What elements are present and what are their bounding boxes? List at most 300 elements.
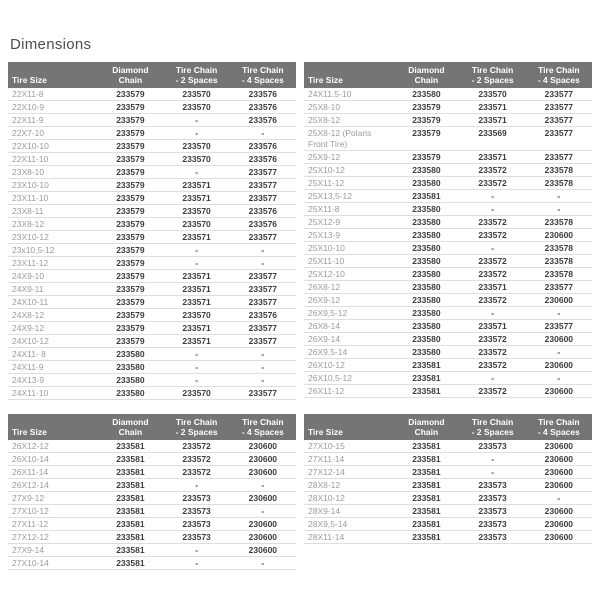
tables-grid	[8, 62, 592, 570]
part-number-cell: 233571	[182, 270, 211, 281]
part-number-cell: 233577	[248, 335, 278, 346]
table-row	[304, 281, 592, 294]
column-header-label-line2: Chain	[414, 427, 439, 437]
table-body	[8, 88, 296, 400]
part-number-cell: 233581	[116, 466, 145, 477]
part-number-cell: 233581	[412, 372, 441, 383]
part-number-cell: 233572	[182, 440, 211, 451]
table-row	[8, 166, 296, 179]
part-number-cell: 233577	[248, 322, 278, 333]
part-number-cell: 233581	[116, 453, 145, 464]
part-number-cell: 233579	[116, 153, 145, 164]
part-number-cell: 233580	[412, 307, 441, 318]
part-number-cell: 233579	[116, 283, 145, 294]
part-number-cell: 233577	[544, 151, 574, 162]
part-number-cell: 233572	[182, 466, 211, 477]
part-number-cell: -	[491, 307, 495, 318]
table-row	[8, 309, 296, 322]
part-number-cell: 233573	[478, 505, 507, 516]
part-number-cell: 233570	[182, 205, 211, 216]
tire-size-cell: 23X10-10	[12, 179, 49, 190]
part-number-cell: 233576	[248, 114, 278, 125]
tire-size-cell: 26X8-12	[308, 281, 341, 292]
tire-size-cell: 22X7-10	[12, 127, 45, 138]
table-row	[304, 359, 592, 372]
part-number-cell: 230600	[248, 466, 278, 477]
table-row	[8, 531, 296, 544]
tire-size-cell: 25X11-8	[308, 203, 340, 214]
part-number-cell: 233579	[116, 101, 145, 112]
tire-size-cell: 26X12-12	[12, 440, 49, 451]
column-header-label-line2: - 4 Spaces	[537, 75, 580, 85]
part-number-cell: -	[261, 479, 265, 490]
tire-size-cell: 25X12-9	[308, 216, 341, 227]
part-number-cell: -	[261, 348, 265, 359]
table-row	[8, 322, 296, 335]
part-number-cell: 233581	[116, 544, 145, 555]
part-number-cell: 233581	[412, 492, 441, 503]
part-number-cell: 233579	[116, 335, 145, 346]
part-number-cell: 233581	[116, 531, 145, 542]
part-number-cell: 233580	[116, 348, 145, 359]
tire-size-cell: 23X10-12	[12, 231, 49, 242]
tire-size-cell: 22X11-9	[12, 114, 44, 125]
part-number-cell: 233577	[544, 127, 574, 138]
column-header-tire-chain-4-spaces	[526, 414, 592, 440]
part-number-cell: 233577	[248, 166, 278, 177]
tire-size-cell: 25X9-12	[308, 151, 341, 162]
tire-size-cell: 25X10-12	[308, 164, 345, 175]
table-row	[8, 544, 296, 557]
part-number-cell: 233578	[544, 268, 574, 279]
tire-size-cell: 22X10-10	[12, 140, 49, 151]
part-number-cell: 233579	[116, 218, 145, 229]
part-number-cell: 233579	[116, 127, 145, 138]
tire-size-cell: 26X9-14	[308, 333, 341, 344]
table-row	[304, 151, 592, 164]
table-row	[8, 361, 296, 374]
part-number-cell: 233579	[116, 192, 145, 203]
part-number-cell: 233577	[544, 114, 574, 125]
part-number-cell: 233571	[182, 283, 211, 294]
part-number-cell: 233573	[478, 479, 507, 490]
column-header-label-line1: Tire Chain	[242, 417, 284, 427]
table-row	[8, 218, 296, 231]
part-number-cell: 233581	[412, 359, 441, 370]
table-row	[304, 385, 592, 398]
part-number-cell: -	[195, 257, 199, 268]
table-row	[8, 257, 296, 270]
part-number-cell: 233573	[182, 531, 211, 542]
part-number-cell: 230600	[544, 229, 574, 240]
part-number-cell: 233579	[116, 231, 145, 242]
part-number-cell: 233576	[248, 88, 278, 99]
part-number-cell: 233577	[248, 283, 278, 294]
tire-size-cell: 25X8-12	[308, 114, 341, 125]
table-row	[304, 268, 592, 281]
part-number-cell: -	[261, 557, 265, 568]
table-row	[8, 231, 296, 244]
part-number-cell: 233581	[116, 557, 145, 568]
column-header-label-line2: - 2 Spaces	[471, 427, 514, 437]
part-number-cell: -	[491, 453, 495, 464]
part-number-cell: 233580	[412, 216, 441, 227]
part-number-cell: 233572	[478, 294, 507, 305]
part-number-cell: 233581	[412, 440, 441, 451]
part-number-cell: 233581	[412, 518, 441, 529]
tire-size-cell: 27X12-12	[12, 531, 49, 542]
part-number-cell: 233571	[478, 151, 507, 162]
tire-size-cell: 28X10-12	[308, 492, 345, 503]
part-number-cell: 230600	[544, 531, 574, 542]
tire-size-cell: 23X11-10	[12, 192, 49, 203]
tire-size-cell: 24X9-12	[12, 322, 45, 333]
column-header-tire-size	[8, 414, 97, 440]
part-number-cell: 233572	[478, 359, 507, 370]
column-header-label-line2: Chain	[118, 75, 143, 85]
tire-size-cell: 27X9-12	[12, 492, 45, 503]
tire-size-cell: 24X9-10	[12, 270, 45, 281]
part-number-cell: 233579	[116, 88, 145, 99]
table-body	[8, 440, 296, 570]
tire-size-cell: 26X8-14	[308, 320, 341, 331]
part-number-cell: 230600	[544, 453, 574, 464]
column-header-tire-chain-2-spaces	[460, 62, 526, 88]
tire-size-cell: 23X11-12	[12, 257, 49, 268]
column-header-label-line1: Tire Chain	[175, 65, 218, 75]
part-number-cell: -	[557, 190, 561, 201]
part-number-cell: -	[195, 361, 199, 372]
tire-size-cell: 26X11-14	[12, 466, 49, 477]
part-number-cell: -	[195, 348, 199, 359]
dimensions-table-bottom-left	[8, 414, 296, 570]
column-header-label-line1: Tire Chain	[471, 65, 514, 75]
table-row	[8, 518, 296, 531]
column-header-label-line2: - 4 Spaces	[241, 427, 284, 437]
part-number-cell: 233579	[116, 309, 145, 320]
part-number-cell: 233579	[116, 205, 145, 216]
part-number-cell: 233579	[412, 127, 441, 138]
column-header-tire-chain-4-spaces	[230, 62, 296, 88]
tire-size-cell: 28X9,5-14	[308, 518, 348, 529]
column-header-diamond-chain	[97, 414, 163, 440]
table-row	[8, 192, 296, 205]
column-header-label-line1: Diamond	[408, 417, 445, 427]
table-row	[8, 453, 296, 466]
tire-size-cell: 24X13-9	[12, 374, 45, 385]
part-number-cell: 230600	[248, 544, 278, 555]
tire-size-cell: 27X10-15	[308, 440, 345, 451]
part-number-cell: 233570	[478, 88, 507, 99]
column-header-label-line2: Chain	[414, 75, 439, 85]
part-number-cell: 233578	[544, 164, 574, 175]
column-header-tire-chain-4-spaces	[526, 62, 592, 88]
table-row	[304, 242, 592, 255]
part-number-cell: 233581	[116, 518, 145, 529]
table-row	[8, 387, 296, 400]
tire-size-cell: 26X10-14	[12, 453, 49, 464]
part-number-cell: 233579	[116, 166, 145, 177]
part-number-cell: 233571	[182, 296, 211, 307]
part-number-cell: -	[195, 166, 199, 177]
column-header-label-line1: Tire Chain	[538, 417, 580, 427]
tire-size-cell: 24X11.5-10	[308, 88, 352, 99]
column-header-label-line1: Diamond	[112, 417, 149, 427]
part-number-cell: 233581	[412, 190, 441, 201]
part-number-cell: 233579	[116, 140, 145, 151]
part-number-cell: 233581	[412, 466, 441, 477]
part-number-cell: -	[557, 203, 561, 214]
part-number-cell: 233576	[248, 205, 278, 216]
table-row	[8, 374, 296, 387]
table-row	[304, 307, 592, 320]
table-row	[304, 320, 592, 333]
column-header-label-line2: - 2 Spaces	[175, 427, 218, 437]
part-number-cell: -	[195, 244, 199, 255]
table-row	[304, 114, 592, 127]
part-number-cell: 233572	[478, 164, 507, 175]
table-row	[8, 348, 296, 361]
part-number-cell: 233579	[412, 114, 441, 125]
tire-size-cell: 27X10-12	[12, 505, 49, 516]
part-number-cell: -	[491, 372, 495, 383]
part-number-cell: 233572	[478, 255, 507, 266]
part-number-cell: -	[195, 114, 199, 125]
part-number-cell: 233571	[478, 114, 507, 125]
part-number-cell: 233579	[116, 270, 145, 281]
part-number-cell: 233571	[182, 179, 211, 190]
tire-size-cell: 24X11-9	[12, 361, 44, 372]
part-number-cell: 233573	[478, 440, 507, 451]
column-header-diamond-chain	[393, 62, 459, 88]
table-row	[8, 114, 296, 127]
part-number-cell: 233576	[248, 140, 278, 151]
part-number-cell: 233581	[116, 492, 145, 503]
table-row	[304, 372, 592, 385]
column-header-tire-size	[8, 62, 97, 88]
column-header-label-line1: Tire Chain	[538, 65, 580, 75]
part-number-cell: -	[195, 374, 199, 385]
part-number-cell: 233581	[412, 479, 441, 490]
table-row	[304, 453, 592, 466]
part-number-cell: 233579	[116, 244, 145, 255]
part-number-cell: -	[261, 244, 265, 255]
column-header-label: Tire Size	[308, 427, 343, 437]
table-row	[304, 255, 592, 268]
part-number-cell: 233577	[544, 88, 574, 99]
column-header-label-line1: Tire Chain	[175, 417, 218, 427]
table-row	[304, 164, 592, 177]
table-row	[304, 346, 592, 359]
part-number-cell: 233573	[478, 518, 507, 529]
part-number-cell: 233571	[478, 320, 507, 331]
part-number-cell: -	[557, 307, 561, 318]
tire-size-cell: 23X8-11	[12, 205, 44, 216]
part-number-cell: 233572	[478, 385, 507, 396]
column-header-label-line2: - 2 Spaces	[175, 75, 218, 85]
part-number-cell: 230600	[248, 440, 278, 451]
tire-size-cell: 23x10,5-12	[12, 244, 55, 255]
part-number-cell: 233570	[182, 153, 211, 164]
part-number-cell: 233573	[182, 505, 211, 516]
part-number-cell: 233569	[478, 127, 507, 138]
tire-size-cell: 27X11-12	[12, 518, 49, 529]
part-number-cell: 230600	[544, 333, 574, 344]
column-header-label-line2: - 2 Spaces	[471, 75, 514, 85]
dimensions-table-top-left	[8, 62, 296, 400]
part-number-cell: 233577	[544, 320, 574, 331]
column-header-diamond-chain	[393, 414, 459, 440]
part-number-cell: 233579	[116, 179, 145, 190]
part-number-cell: 233572	[478, 268, 507, 279]
part-number-cell: 233571	[182, 231, 211, 242]
part-number-cell: -	[557, 492, 561, 503]
tire-size-cell: 23X8-12	[12, 218, 45, 229]
tire-size-cell: 28X11-14	[308, 531, 345, 542]
column-header-tire-chain-2-spaces	[164, 62, 230, 88]
tire-size-cell: 25X11-10	[308, 255, 345, 266]
tire-size-cell: 25X12-10	[308, 268, 345, 279]
part-number-cell: 233571	[182, 335, 211, 346]
part-number-cell: -	[557, 346, 561, 357]
table-row	[8, 140, 296, 153]
column-header-label: Tire Size	[308, 75, 343, 85]
part-number-cell: 233573	[478, 492, 507, 503]
part-number-cell: 233577	[248, 270, 278, 281]
tire-size-cell: 25X13-9	[308, 229, 341, 240]
tire-size-cell: 27X12-14	[308, 466, 345, 477]
part-number-cell: 233572	[182, 453, 211, 464]
part-number-cell: -	[491, 203, 495, 214]
part-number-cell: 233580	[412, 255, 441, 266]
part-number-cell: 230600	[544, 385, 574, 396]
part-number-cell: -	[557, 372, 561, 383]
dimensions-table-bottom-right	[304, 414, 592, 544]
part-number-cell: 233576	[248, 101, 278, 112]
part-number-cell: 233570	[182, 387, 211, 398]
part-number-cell: 233580	[412, 268, 441, 279]
part-number-cell: 233580	[412, 281, 441, 292]
column-header-tire-size	[304, 414, 393, 440]
tire-size-cell: 28X9-14	[308, 505, 341, 516]
part-number-cell: 233581	[116, 479, 145, 490]
table-row	[8, 270, 296, 283]
part-number-cell: 233573	[182, 518, 211, 529]
table-row	[304, 127, 592, 151]
part-number-cell: 230600	[544, 359, 574, 370]
part-number-cell: 233573	[478, 531, 507, 542]
part-number-cell: 230600	[544, 466, 574, 477]
part-number-cell: 233579	[116, 322, 145, 333]
part-number-cell: 233580	[412, 333, 441, 344]
part-number-cell: 233571	[478, 101, 507, 112]
column-header-label-line1: Diamond	[408, 65, 445, 75]
table-row	[8, 492, 296, 505]
table-body	[304, 440, 592, 544]
table-row	[304, 333, 592, 346]
part-number-cell: -	[195, 557, 199, 568]
column-header-label-line2: Chain	[118, 427, 143, 437]
table-row	[8, 127, 296, 140]
part-number-cell: 230600	[248, 492, 278, 503]
part-number-cell: 233581	[412, 531, 441, 542]
table-row	[304, 531, 592, 544]
part-number-cell: 233580	[116, 361, 145, 372]
part-number-cell: 233580	[116, 374, 145, 385]
part-number-cell: 230600	[544, 518, 574, 529]
part-number-cell: 233573	[182, 492, 211, 503]
part-number-cell: 233578	[544, 242, 574, 253]
tire-size-cell: 25X13,5-12	[308, 190, 352, 201]
part-number-cell: 233581	[116, 440, 145, 451]
part-number-cell: -	[261, 361, 265, 372]
column-header-label-line2: - 4 Spaces	[241, 75, 284, 85]
part-number-cell: 233577	[248, 192, 278, 203]
part-number-cell: 230600	[544, 479, 574, 490]
table-row	[8, 283, 296, 296]
table-row	[304, 101, 592, 114]
table-row	[304, 216, 592, 229]
table-row	[8, 505, 296, 518]
table-header	[8, 62, 296, 88]
tire-size-cell: 25X8-12 (Polaris Front Tire)	[308, 127, 372, 149]
tire-size-cell: 22X10-9	[12, 101, 45, 112]
table-row	[8, 335, 296, 348]
part-number-cell: 233577	[248, 296, 278, 307]
part-number-cell: 233580	[412, 346, 441, 357]
table-row	[304, 229, 592, 242]
table-row	[8, 205, 296, 218]
part-number-cell: 233580	[412, 88, 441, 99]
table-body	[304, 88, 592, 398]
table-row	[304, 177, 592, 190]
table-row	[304, 294, 592, 307]
part-number-cell: 233572	[478, 216, 507, 227]
table-row	[8, 479, 296, 492]
column-header-label: Tire Size	[12, 427, 47, 437]
part-number-cell: 233576	[248, 309, 278, 320]
table-row	[304, 479, 592, 492]
column-header-label-line1: Diamond	[112, 65, 149, 75]
tire-size-cell: 26X10,5-12	[308, 372, 352, 383]
part-number-cell: 230600	[544, 294, 574, 305]
column-header-label-line1: Tire Chain	[471, 417, 514, 427]
part-number-cell: 230600	[248, 531, 278, 542]
table-row	[8, 153, 296, 166]
table-header	[304, 62, 592, 88]
part-number-cell: 233580	[412, 177, 441, 188]
part-number-cell: 233579	[116, 296, 145, 307]
part-number-cell: 233570	[182, 218, 211, 229]
tire-size-cell: 25X10-10	[308, 242, 345, 253]
tire-size-cell: 26X12-14	[12, 479, 49, 490]
table-row	[304, 440, 592, 453]
tire-size-cell: 26X11-12	[308, 385, 345, 396]
part-number-cell: 233579	[412, 151, 441, 162]
part-number-cell: 233572	[478, 229, 507, 240]
column-header-label: Tire Size	[12, 75, 47, 85]
table-row	[8, 88, 296, 101]
part-number-cell: 233580	[412, 294, 441, 305]
table-row	[304, 518, 592, 531]
part-number-cell: 233572	[478, 333, 507, 344]
part-number-cell: 233577	[248, 179, 278, 190]
part-number-cell: 233577	[248, 387, 278, 398]
part-number-cell: 233571	[182, 192, 211, 203]
part-number-cell: -	[491, 466, 495, 477]
part-number-cell: 230600	[248, 453, 278, 464]
column-header-tire-size	[304, 62, 393, 88]
